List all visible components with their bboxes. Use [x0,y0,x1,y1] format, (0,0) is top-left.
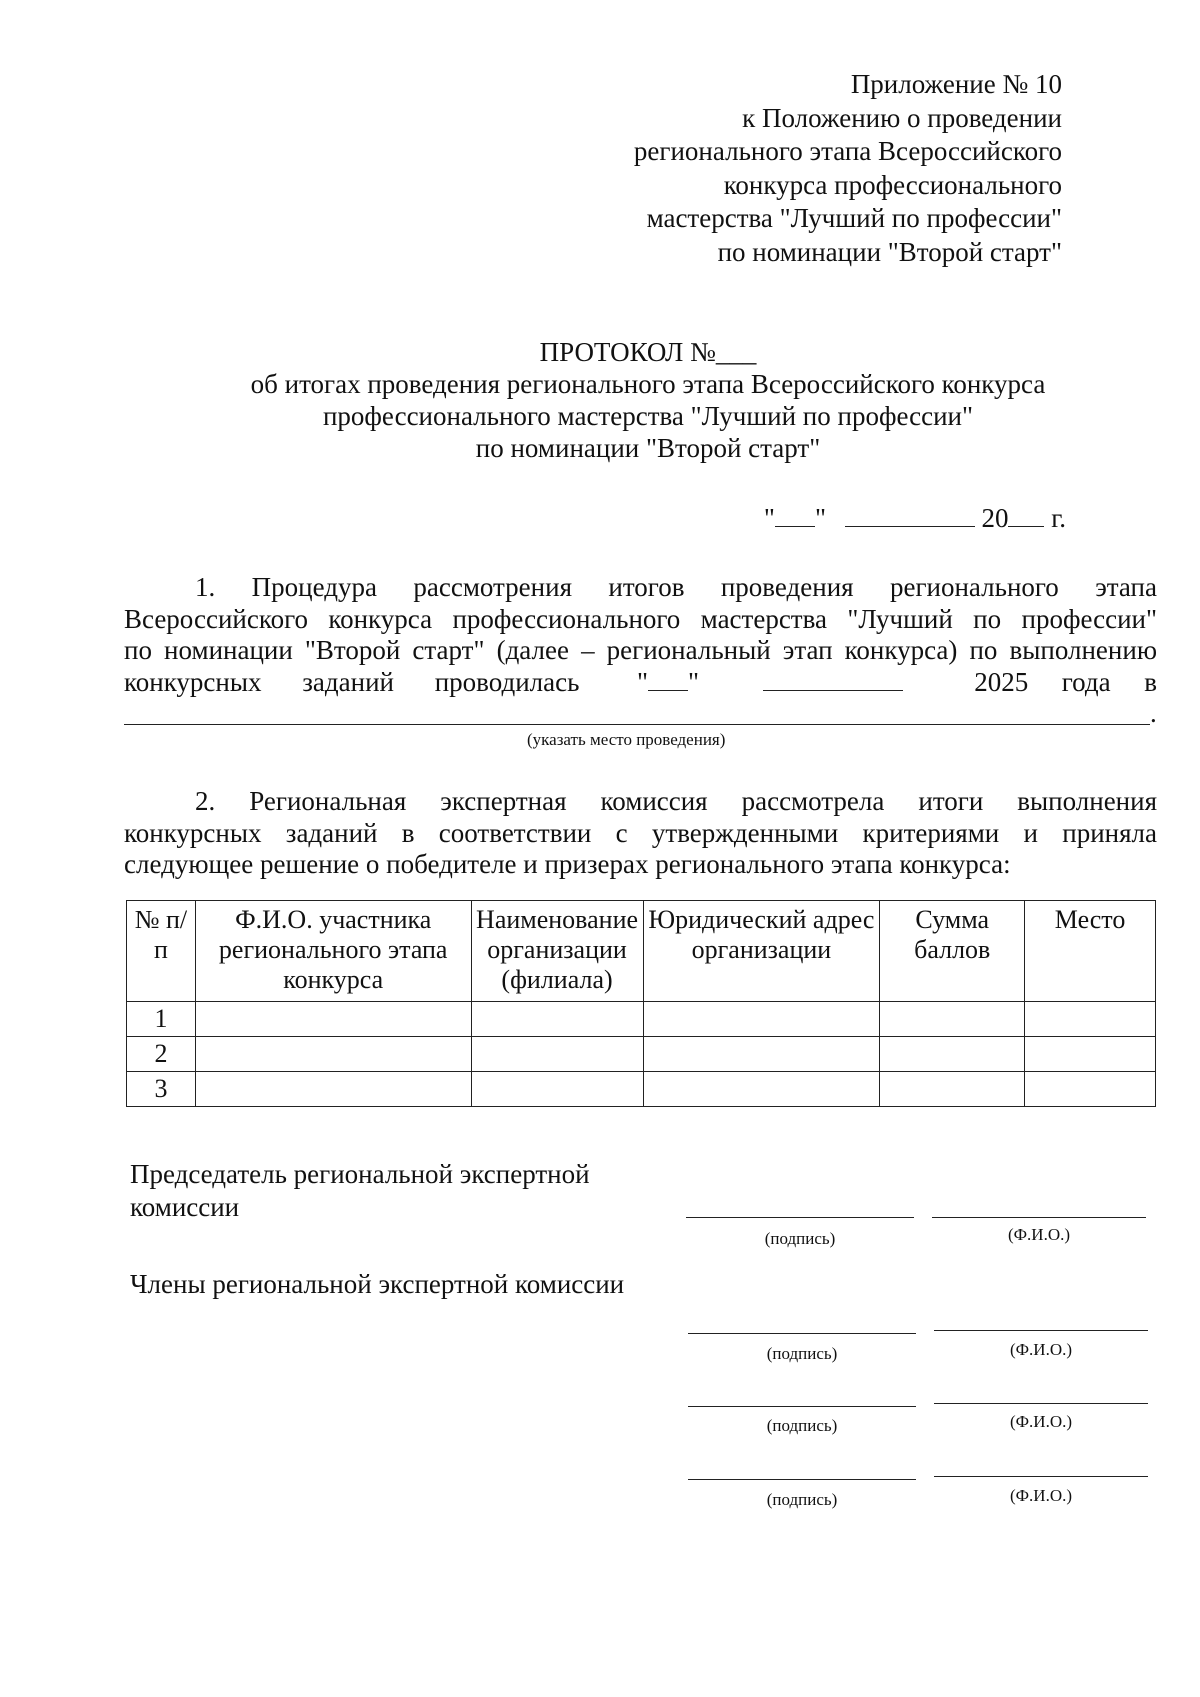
cell-participant[interactable] [195,1072,471,1107]
cell-score[interactable] [880,1037,1025,1072]
paragraph-1-line: 1. Процедура рассмотрения итогов проведения регионального этапа [195,572,1157,602]
annex-header [634,68,1062,269]
paragraph-1-month-blank[interactable] [763,668,903,691]
annex-line: по номинации "Второй старт" [717,236,1062,267]
cell-place[interactable] [1025,1037,1156,1072]
annex-line: Приложение № 10 [850,69,1062,99]
annex-line: конкурса профессионального [723,169,1062,200]
row-number: 1 [127,1002,196,1037]
date-year-suffix: г. [1051,503,1066,533]
chair-name-hint: (Ф.И.О.) [1007,1225,1071,1244]
member-name-line[interactable] [934,1476,1148,1477]
cell-score[interactable] [880,1072,1025,1107]
cell-address[interactable] [643,1072,880,1107]
header-participant: Ф.И.О. участника регионального этапа конкурса [195,901,471,1002]
paragraph-2-line: конкурсных заданий в соответствии с утвержденными критериями и приняла [124,817,1157,848]
date-year-blank[interactable] [1008,504,1044,527]
member-name-hint: (Ф.И.О.) [1009,1486,1073,1505]
date-quote-open: " [763,503,775,533]
cell-participant[interactable] [195,1002,471,1037]
chair-signature-hint: (подпись) [764,1229,836,1248]
cell-address[interactable] [643,1002,880,1037]
chair-name-line[interactable] [932,1217,1146,1218]
cell-organization[interactable] [471,1037,643,1072]
member-name-line[interactable] [934,1330,1148,1331]
cell-place[interactable] [1025,1002,1156,1037]
cell-score[interactable] [880,1002,1025,1037]
paragraph-1 [124,572,1157,698]
paragraph-1-in-word: в [1144,666,1157,697]
member-signature-line[interactable] [688,1406,916,1407]
header-score: Сумма баллов [880,901,1025,1002]
paragraph-1-quote-close: " [688,666,700,697]
date-month-blank[interactable] [845,504,975,527]
annex-line: мастерства "Лучший по профессии" [646,203,1062,233]
member-name-line[interactable] [934,1403,1148,1404]
header-address: Юридический адрес организации [643,901,880,1002]
member-signature-hint: (подпись) [766,1416,838,1435]
paragraph-1-year-word: года [1061,666,1111,697]
annex-line: регионального этапа Всероссийского [633,136,1062,166]
paragraph-1-words: конкурсных заданий проводилась [124,666,580,697]
header-number: № п/п [127,901,196,1002]
place-blank-line[interactable] [124,724,1150,725]
protocol-date [764,503,1066,534]
header-organization: Наименование организации (филиала) [471,901,643,1002]
paragraph-2-line: следующее решение о победителе и призерах регионального этапа конкурса: [124,849,1011,879]
place-hint: (указать место проведения) [527,730,726,749]
paragraph-1-quote-open: " [636,666,649,697]
results-table [126,900,1156,1107]
table-row [127,1072,1156,1107]
cell-address[interactable] [643,1037,880,1072]
cell-participant[interactable] [195,1037,471,1072]
table-row [127,1037,1156,1072]
cell-organization[interactable] [471,1072,643,1107]
paragraph-1-line: Всероссийского конкурса профессионального мастерства "Лучший по профессии" [124,603,1157,634]
row-number: 2 [127,1037,196,1072]
cell-organization[interactable] [471,1002,643,1037]
members-label: Члены региональной экспертной комиссии [130,1269,625,1299]
title-line: профессионального мастерства "Лучший по профессии" [322,401,973,431]
member-signature-line[interactable] [688,1333,916,1334]
member-name-hint: (Ф.И.О.) [1009,1340,1073,1359]
paragraph-2-line: 2. Региональная экспертная комиссия рассмотрела итоги выполнения [195,786,1157,816]
member-signature-line[interactable] [688,1479,916,1480]
paragraph-2 [124,786,1157,881]
table-header-row [127,901,1156,1002]
paragraph-1-day-blank[interactable] [648,668,688,691]
header-place: Место [1025,901,1156,1002]
protocol-heading: ПРОТОКОЛ №___ [539,337,757,367]
cell-place[interactable] [1025,1072,1156,1107]
member-signature-hint: (подпись) [766,1344,838,1363]
paragraph-1-year: 2025 [974,666,1029,697]
title-line: об итогах проведения регионального этапа Всероссийского конкурса [250,369,1046,399]
date-day-blank[interactable] [775,504,815,527]
date-year-prefix: 20 [981,503,1009,533]
chair-label: Председатель региональной экспертной комиссии [130,1159,590,1222]
paragraph-1-line [124,667,1157,699]
table-row [127,1002,1156,1037]
paragraph-1-date [637,667,699,699]
annex-line: к Положению о проведении [742,102,1062,133]
place-end-dot: . [1150,698,1157,728]
chair-signature-line[interactable] [686,1217,914,1218]
title-line: по номинации "Второй старт" [475,433,821,463]
member-signature-hint: (подпись) [766,1490,838,1509]
date-quote-close: " [814,503,826,533]
row-number: 3 [127,1072,196,1107]
protocol-title [0,336,1200,464]
paragraph-1-line: по номинации "Второй старт" (далее – региональный этап конкурса) по выполнению [124,635,1157,665]
member-name-hint: (Ф.И.О.) [1009,1412,1073,1431]
